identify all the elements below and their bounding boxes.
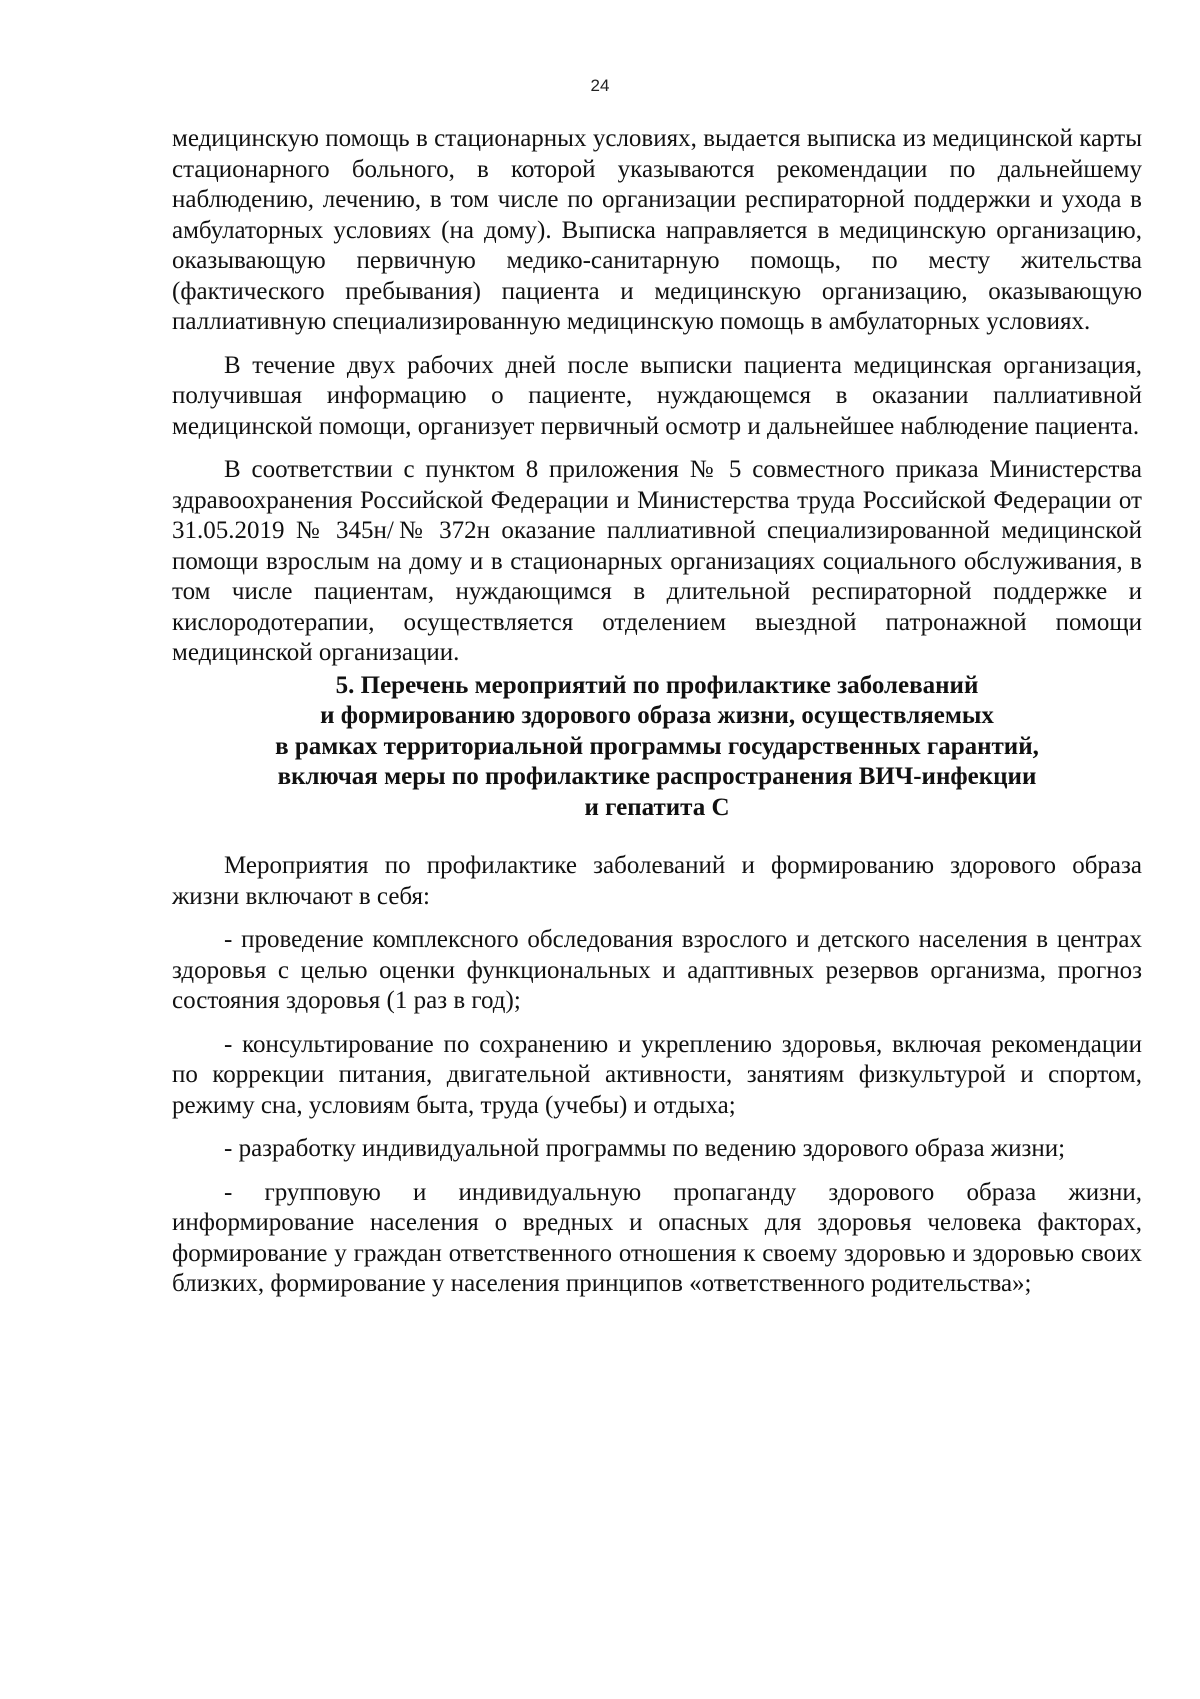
section-spacer — [172, 823, 1142, 851]
section-heading-line: в рамках территориальной программы государственных гарантий, — [275, 732, 1039, 760]
section-heading — [172, 671, 1142, 824]
paragraph-intro: Мероприятия по профилактике заболеваний и формированию здорового образа жизни включают в себя: — [172, 852, 1142, 910]
document-body — [172, 124, 1142, 1300]
paragraph-continuation: медицинскую помощь в стационарных условиях, выдается выписка из медицинской карты стационарного больного, в которой указываются рекомендации по дальнейшему наблюдению, лечению, в том числе по организации респираторной поддержки и ухода в амбулаторных условиях (на дому). Выписка направляется в медицинскую организацию, оказывающую первичную медико-санитарную помощь, по месту жительства (фактического пребывания) пациента и медицинскую организацию, оказывающую паллиативную специализированную медицинскую помощь в амбулаторных условиях. — [172, 125, 1142, 335]
list-item: - консультирование по сохранению и укреплению здоровья, включая рекомендации по коррекции питания, двигательной активности, занятиям физкультурой и спортом, режиму сна, условиям быта, труда (учебы) и отдыха; — [172, 1030, 1142, 1119]
list-item: - разработку индивидуальной программы по ведению здорового образа жизни; — [224, 1135, 1066, 1162]
section-heading-line: 5. Перечень мероприятий по профилактике заболеваний — [335, 671, 979, 699]
list-item: - групповую и индивидуальную пропаганду здорового образа жизни, информирование населения о вредных и опасных для здоровья человека факторах, формирование у граждан ответственного отношения к своему здоровью и здоровью своих близких, формирование у населения принципов «ответственного родительства»; — [172, 1178, 1142, 1297]
section-heading-line: включая меры по профилактике распространения ВИЧ-инфекции — [277, 763, 1037, 790]
paragraph-order-reference: В соответствии с пунктом 8 приложения № 5 совместного приказа Министерства здравоохранения Российской Федерации и Министерства труда Российской Федерации от 31.05.2019 № 345н/№ 372н оказание паллиативной специализированной медицинской помощи взрослым на дому и в стационарных организациях социального обслуживания, в том числе пациентам, нуждающимся в длительной респираторной поддержке и кислородотерапии, осуществляется отделением выездной патронажной помощи медицинской организации. — [172, 456, 1142, 666]
page-number: 24 — [590, 76, 610, 95]
section-heading-line: и формированию здорового образа жизни, осуществляемых — [320, 702, 994, 729]
section-heading-line: и гепатита С — [584, 793, 730, 821]
paragraph-discharge-followup: В течение двух рабочих дней после выписки пациента медицинская организация, получившая информацию о пациенте, нуждающемся в оказании паллиативной медицинской помощи, организует первичный осмотр и дальнейшее наблюдение пациента. — [172, 351, 1142, 440]
list-item: - проведение комплексного обследования взрослого и детского населения в центрах здоровья с целью оценки функциональных и адаптивных резервов организма, прогноз состояния здоровья (1 раз в год); — [172, 926, 1142, 1014]
